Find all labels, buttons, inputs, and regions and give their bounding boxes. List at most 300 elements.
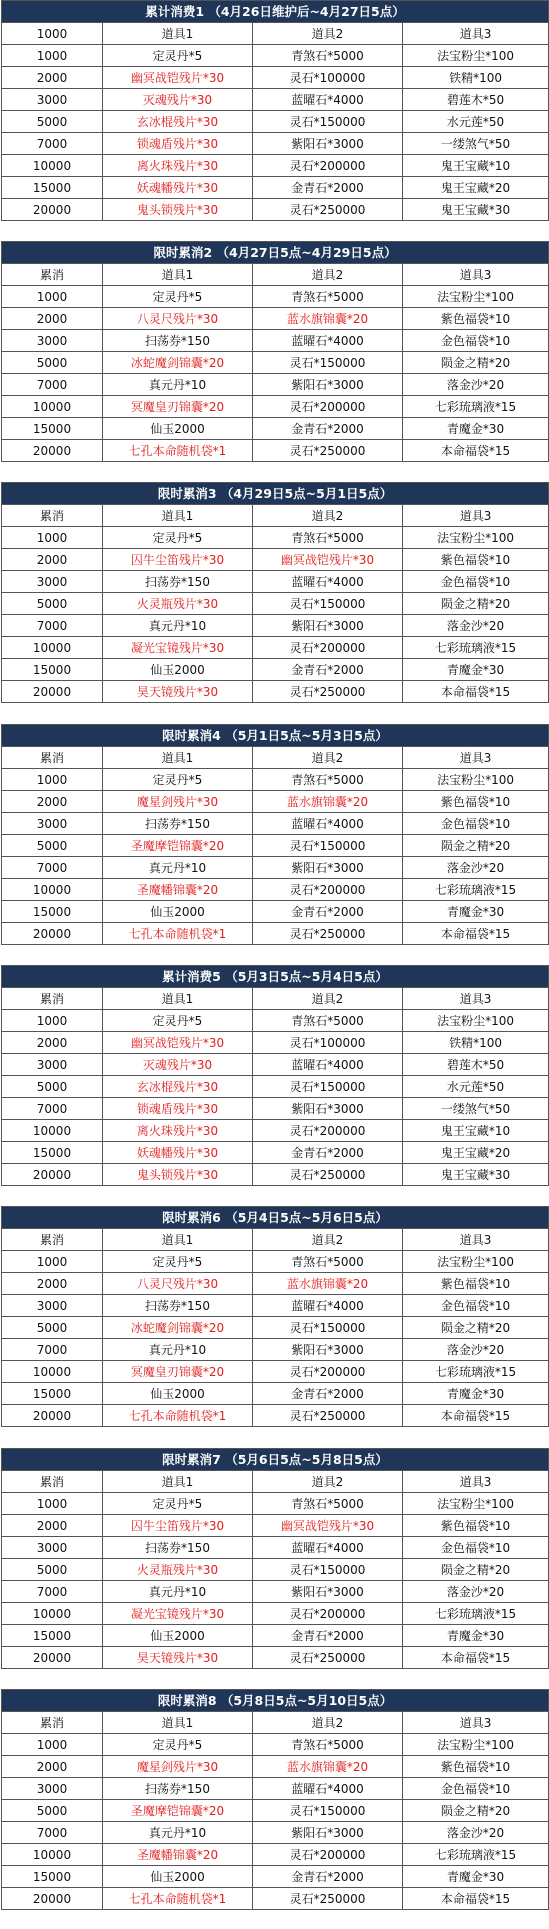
reward-cell: 扫荡券*150	[103, 1537, 253, 1559]
reward-cell: 蓝水旗锦囊*20	[253, 791, 403, 813]
reward-cell: 紫阳石*3000	[253, 1339, 403, 1361]
reward-table	[1, 1689, 549, 1910]
reward-cell: 灵石*200000	[253, 1844, 403, 1866]
reward-cell: 灵石*150000	[253, 835, 403, 857]
reward-cell: 陨金之精*20	[403, 1317, 549, 1339]
reward-cell: 灵石*150000	[253, 111, 403, 133]
column-header: 道具2	[253, 1229, 403, 1251]
threshold-cell: 3000	[2, 1295, 103, 1317]
reward-table	[1, 1448, 549, 1669]
reward-cell: 蓝水旗锦囊*20	[253, 1273, 403, 1295]
reward-cell: 真元丹*10	[103, 1822, 253, 1844]
table-row	[2, 177, 549, 199]
threshold-cell: 5000	[2, 1559, 103, 1581]
table-row	[2, 1273, 549, 1295]
table-row	[2, 418, 549, 440]
reward-cell: 灵石*250000	[253, 1647, 403, 1669]
section-title-row	[2, 1449, 549, 1471]
column-header: 道具3	[403, 1229, 549, 1251]
reward-cell: 鬼王宝藏*10	[403, 1120, 549, 1142]
column-header-row	[2, 505, 549, 527]
reward-cell: 青煞石*5000	[253, 1010, 403, 1032]
threshold-cell: 20000	[2, 1164, 103, 1186]
reward-cell: 灵石*200000	[253, 1120, 403, 1142]
threshold-cell: 2000	[2, 791, 103, 813]
reward-cell: 陨金之精*20	[403, 593, 549, 615]
threshold-cell: 5000	[2, 1076, 103, 1098]
section-title-row	[2, 966, 549, 988]
reward-cell: 离火珠残片*30	[103, 1120, 253, 1142]
reward-cell: 灵石*250000	[253, 923, 403, 945]
reward-cell: 幽冥战铠残片*30	[253, 1515, 403, 1537]
reward-cell: 锁魂盾残片*30	[103, 133, 253, 155]
reward-section	[0, 1689, 549, 1929]
reward-cell: 昊天镜残片*30	[103, 1647, 253, 1669]
reward-cell: 水元莲*50	[403, 111, 549, 133]
section-title: 限时累消7 （5月6日5点~5月8日5点）	[2, 1449, 549, 1471]
reward-cell: 定灵丹*5	[103, 527, 253, 549]
threshold-cell: 7000	[2, 1822, 103, 1844]
reward-cell: 冥魔皇刃锦囊*20	[103, 396, 253, 418]
reward-cell: 真元丹*10	[103, 1581, 253, 1603]
table-row	[2, 571, 549, 593]
reward-cell: 金色福袋*10	[403, 1537, 549, 1559]
table-row	[2, 923, 549, 945]
reward-cell: 陨金之精*20	[403, 835, 549, 857]
reward-cell: 仙玉2000	[103, 901, 253, 923]
reward-section	[0, 1206, 549, 1446]
reward-cell: 灵石*150000	[253, 1317, 403, 1339]
reward-section	[0, 1448, 549, 1688]
reward-cell: 七孔本命随机袋*1	[103, 1405, 253, 1427]
table-row	[2, 352, 549, 374]
table-row	[2, 615, 549, 637]
table-row	[2, 769, 549, 791]
reward-cell: 灭魂残片*30	[103, 89, 253, 111]
section-title-row	[2, 1207, 549, 1229]
threshold-cell: 3000	[2, 571, 103, 593]
reward-section	[0, 482, 549, 722]
reward-cell: 灵石*250000	[253, 1888, 403, 1910]
table-row	[2, 67, 549, 89]
reward-cell: 法宝粉尘*100	[403, 769, 549, 791]
table-row	[2, 133, 549, 155]
reward-cell: 落金沙*20	[403, 374, 549, 396]
reward-cell: 定灵丹*5	[103, 1734, 253, 1756]
threshold-cell: 1000	[2, 769, 103, 791]
reward-cell: 定灵丹*5	[103, 769, 253, 791]
reward-cell: 鬼头锁残片*30	[103, 1164, 253, 1186]
column-header: 道具3	[403, 264, 549, 286]
section-title-row	[2, 1, 549, 23]
column-header: 道具3	[403, 505, 549, 527]
reward-cell: 本命福袋*15	[403, 1647, 549, 1669]
reward-cell: 冰蛇魔剑锦囊*20	[103, 1317, 253, 1339]
reward-cell: 妖魂幡残片*30	[103, 177, 253, 199]
column-header: 道具3	[403, 1712, 549, 1734]
reward-cell: 蓝曜石*4000	[253, 1537, 403, 1559]
threshold-cell: 2000	[2, 308, 103, 330]
table-row	[2, 1339, 549, 1361]
threshold-cell: 10000	[2, 879, 103, 901]
reward-cell: 定灵丹*5	[103, 1010, 253, 1032]
reward-cell: 定灵丹*5	[103, 45, 253, 67]
table-row	[2, 1647, 549, 1669]
reward-cell: 本命福袋*15	[403, 1888, 549, 1910]
reward-cell: 冥魔皇刃锦囊*20	[103, 1361, 253, 1383]
reward-cell: 幽冥战铠残片*30	[103, 67, 253, 89]
reward-cell: 七彩琉璃液*15	[403, 1844, 549, 1866]
reward-cell: 灵石*200000	[253, 396, 403, 418]
column-header: 道具1	[103, 505, 253, 527]
reward-cell: 落金沙*20	[403, 857, 549, 879]
reward-cell: 蓝水旗锦囊*20	[253, 1756, 403, 1778]
threshold-cell: 3000	[2, 330, 103, 352]
column-header-row	[2, 23, 549, 45]
threshold-cell: 7000	[2, 615, 103, 637]
reward-cell: 紫色福袋*10	[403, 1273, 549, 1295]
reward-cell: 扫荡券*150	[103, 813, 253, 835]
reward-cell: 灵石*250000	[253, 440, 403, 462]
reward-cell: 真元丹*10	[103, 857, 253, 879]
reward-cell: 囚牛尘笛残片*30	[103, 549, 253, 571]
column-header: 道具1	[103, 1712, 253, 1734]
reward-cell: 七孔本命随机袋*1	[103, 440, 253, 462]
table-row	[2, 374, 549, 396]
table-row	[2, 1076, 549, 1098]
table-row	[2, 396, 549, 418]
column-header: 道具2	[253, 1712, 403, 1734]
reward-cell: 圣魔幡锦囊*20	[103, 879, 253, 901]
table-row	[2, 637, 549, 659]
reward-cell: 落金沙*20	[403, 615, 549, 637]
column-header: 道具1	[103, 264, 253, 286]
table-row	[2, 1054, 549, 1076]
reward-cell: 八灵尺残片*30	[103, 1273, 253, 1295]
section-title-row	[2, 1690, 549, 1712]
reward-cell: 扫荡券*150	[103, 1778, 253, 1800]
table-row	[2, 549, 549, 571]
reward-cell: 灵石*150000	[253, 1559, 403, 1581]
reward-table	[1, 965, 549, 1186]
table-row	[2, 835, 549, 857]
reward-cell: 灵石*100000	[253, 1032, 403, 1054]
reward-cell: 鬼头锁残片*30	[103, 199, 253, 221]
reward-cell: 紫色福袋*10	[403, 1756, 549, 1778]
column-header: 道具2	[253, 23, 403, 45]
section-title-row	[2, 483, 549, 505]
reward-cell: 定灵丹*5	[103, 1493, 253, 1515]
reward-cell: 金青石*2000	[253, 1142, 403, 1164]
column-header: 道具1	[103, 1229, 253, 1251]
column-header-row	[2, 747, 549, 769]
table-row	[2, 1164, 549, 1186]
table-row	[2, 199, 549, 221]
reward-cell: 紫色福袋*10	[403, 1515, 549, 1537]
reward-cell: 青魔金*30	[403, 1625, 549, 1647]
threshold-cell: 1000	[2, 527, 103, 549]
threshold-cell: 15000	[2, 1625, 103, 1647]
reward-cell: 法宝粉尘*100	[403, 1493, 549, 1515]
reward-cell: 圣魔摩铠锦囊*20	[103, 1800, 253, 1822]
column-header: 道具2	[253, 988, 403, 1010]
reward-cell: 紫阳石*3000	[253, 374, 403, 396]
table-row	[2, 1295, 549, 1317]
threshold-cell: 7000	[2, 1581, 103, 1603]
reward-cell: 仙玉2000	[103, 1383, 253, 1405]
reward-cell: 灵石*250000	[253, 199, 403, 221]
reward-cell: 七彩琉璃液*15	[403, 637, 549, 659]
reward-cell: 青魔金*30	[403, 1383, 549, 1405]
reward-cell: 蓝水旗锦囊*20	[253, 308, 403, 330]
reward-cell: 青煞石*5000	[253, 286, 403, 308]
table-row	[2, 155, 549, 177]
reward-cell: 鬼王宝藏*30	[403, 199, 549, 221]
threshold-cell: 15000	[2, 659, 103, 681]
threshold-cell: 20000	[2, 199, 103, 221]
reward-cell: 仙玉2000	[103, 659, 253, 681]
reward-cell: 灵石*250000	[253, 1164, 403, 1186]
threshold-cell: 1000	[2, 1493, 103, 1515]
table-row	[2, 813, 549, 835]
reward-cell: 火灵瓶残片*30	[103, 1559, 253, 1581]
reward-cell: 青魔金*30	[403, 1866, 549, 1888]
table-row	[2, 857, 549, 879]
column-header: 累消	[2, 1712, 103, 1734]
reward-cell: 金色福袋*10	[403, 1778, 549, 1800]
reward-cell: 扫荡券*150	[103, 1295, 253, 1317]
column-header: 道具2	[253, 747, 403, 769]
reward-cell: 蓝曜石*4000	[253, 571, 403, 593]
reward-cell: 离火珠残片*30	[103, 155, 253, 177]
reward-cell: 凝光宝镜残片*30	[103, 637, 253, 659]
reward-cell: 落金沙*20	[403, 1581, 549, 1603]
table-row	[2, 1800, 549, 1822]
column-header-row	[2, 1471, 549, 1493]
threshold-cell: 2000	[2, 1515, 103, 1537]
table-row	[2, 1778, 549, 1800]
column-header: 道具2	[253, 505, 403, 527]
reward-cell: 蓝曜石*4000	[253, 813, 403, 835]
column-header: 道具2	[253, 264, 403, 286]
reward-cell: 紫色福袋*10	[403, 308, 549, 330]
reward-cell: 灵石*250000	[253, 681, 403, 703]
column-header: 1000	[2, 23, 103, 45]
threshold-cell: 5000	[2, 111, 103, 133]
reward-cell: 落金沙*20	[403, 1822, 549, 1844]
reward-cell: 真元丹*10	[103, 1339, 253, 1361]
table-row	[2, 1625, 549, 1647]
reward-cell: 碧莲木*50	[403, 1054, 549, 1076]
table-row	[2, 330, 549, 352]
threshold-cell: 20000	[2, 1888, 103, 1910]
threshold-cell: 10000	[2, 637, 103, 659]
reward-cell: 本命福袋*15	[403, 440, 549, 462]
column-header-row	[2, 1712, 549, 1734]
reward-cell: 法宝粉尘*100	[403, 1734, 549, 1756]
reward-cell: 水元莲*50	[403, 1076, 549, 1098]
table-row	[2, 1120, 549, 1142]
reward-cell: 金青石*2000	[253, 901, 403, 923]
reward-cell: 金青石*2000	[253, 1866, 403, 1888]
reward-cell: 定灵丹*5	[103, 1251, 253, 1273]
table-row	[2, 1559, 549, 1581]
threshold-cell: 15000	[2, 1383, 103, 1405]
table-row	[2, 1734, 549, 1756]
reward-cell: 玄冰棍残片*30	[103, 111, 253, 133]
reward-cell: 灵石*150000	[253, 1800, 403, 1822]
reward-cell: 真元丹*10	[103, 374, 253, 396]
reward-cell: 金色福袋*10	[403, 571, 549, 593]
table-row	[2, 1032, 549, 1054]
threshold-cell: 1000	[2, 286, 103, 308]
threshold-cell: 5000	[2, 835, 103, 857]
threshold-cell: 10000	[2, 1844, 103, 1866]
reward-cell: 金色福袋*10	[403, 330, 549, 352]
reward-cell: 定灵丹*5	[103, 286, 253, 308]
reward-cell: 灵石*200000	[253, 637, 403, 659]
reward-cell: 鬼王宝藏*20	[403, 1142, 549, 1164]
table-row	[2, 659, 549, 681]
threshold-cell: 7000	[2, 374, 103, 396]
reward-table	[1, 724, 549, 945]
reward-cell: 青煞石*5000	[253, 1734, 403, 1756]
threshold-cell: 10000	[2, 1361, 103, 1383]
reward-cell: 妖魂幡残片*30	[103, 1142, 253, 1164]
threshold-cell: 10000	[2, 1120, 103, 1142]
column-header-row	[2, 988, 549, 1010]
reward-cell: 金色福袋*10	[403, 813, 549, 835]
reward-cell: 金青石*2000	[253, 1625, 403, 1647]
reward-cell: 蓝曜石*4000	[253, 1778, 403, 1800]
reward-section	[0, 241, 549, 481]
table-row	[2, 1822, 549, 1844]
threshold-cell: 20000	[2, 1405, 103, 1427]
reward-cell: 铁精*100	[403, 67, 549, 89]
table-row	[2, 1537, 549, 1559]
reward-cell: 蓝曜石*4000	[253, 330, 403, 352]
section-title: 限时累消6 （5月4日5点~5月6日5点）	[2, 1207, 549, 1229]
reward-cell: 灵石*200000	[253, 1603, 403, 1625]
reward-cell: 八灵尺残片*30	[103, 308, 253, 330]
reward-cell: 灵石*100000	[253, 67, 403, 89]
reward-cell: 青煞石*5000	[253, 527, 403, 549]
reward-cell: 金青石*2000	[253, 418, 403, 440]
reward-cell: 紫阳石*3000	[253, 133, 403, 155]
column-header-row	[2, 264, 549, 286]
reward-cell: 灵石*250000	[253, 1405, 403, 1427]
threshold-cell: 10000	[2, 396, 103, 418]
reward-cell: 陨金之精*20	[403, 1559, 549, 1581]
reward-cell: 幽冥战铠残片*30	[253, 549, 403, 571]
threshold-cell: 1000	[2, 45, 103, 67]
column-header: 累消	[2, 505, 103, 527]
reward-table	[1, 1206, 549, 1427]
reward-cell: 紫阳石*3000	[253, 1581, 403, 1603]
reward-cell: 铁精*100	[403, 1032, 549, 1054]
threshold-cell: 7000	[2, 133, 103, 155]
reward-cell: 金色福袋*10	[403, 1295, 549, 1317]
threshold-cell: 20000	[2, 1647, 103, 1669]
reward-cell: 青魔金*30	[403, 659, 549, 681]
table-row	[2, 1142, 549, 1164]
reward-cell: 陨金之精*20	[403, 1800, 549, 1822]
reward-cell: 玄冰棍残片*30	[103, 1076, 253, 1098]
column-header: 道具3	[403, 23, 549, 45]
reward-cell: 灵石*150000	[253, 593, 403, 615]
table-row	[2, 879, 549, 901]
section-title: 累计消费1 （4月26日维护后~4月27日5点）	[2, 1, 549, 23]
reward-cell: 一缕煞气*50	[403, 1098, 549, 1120]
reward-cell: 圣魔摩铠锦囊*20	[103, 835, 253, 857]
reward-cell: 七孔本命随机袋*1	[103, 923, 253, 945]
column-header: 道具2	[253, 1471, 403, 1493]
column-header: 累消	[2, 264, 103, 286]
reward-cell: 紫阳石*3000	[253, 615, 403, 637]
reward-table	[1, 241, 549, 462]
section-title: 限时累消8 （5月8日5点~5月10日5点）	[2, 1690, 549, 1712]
table-row	[2, 681, 549, 703]
threshold-cell: 10000	[2, 155, 103, 177]
column-header: 累消	[2, 988, 103, 1010]
column-header: 道具1	[103, 988, 253, 1010]
threshold-cell: 2000	[2, 1756, 103, 1778]
reward-cell: 幽冥战铠残片*30	[103, 1032, 253, 1054]
section-title: 限时累消3 （4月29日5点~5月1日5点）	[2, 483, 549, 505]
reward-cell: 灵石*200000	[253, 155, 403, 177]
reward-cell: 锁魂盾残片*30	[103, 1098, 253, 1120]
table-row	[2, 1383, 549, 1405]
section-title: 限时累消2 （4月27日5点~4月29日5点）	[2, 242, 549, 264]
reward-table	[1, 482, 549, 703]
table-row	[2, 1581, 549, 1603]
table-row	[2, 791, 549, 813]
threshold-cell: 7000	[2, 1339, 103, 1361]
reward-cell: 鬼王宝藏*20	[403, 177, 549, 199]
threshold-cell: 7000	[2, 1098, 103, 1120]
reward-cell: 本命福袋*15	[403, 681, 549, 703]
reward-cell: 蓝曜石*4000	[253, 1295, 403, 1317]
reward-cell: 七彩琉璃液*15	[403, 879, 549, 901]
reward-cell: 紫阳石*3000	[253, 1822, 403, 1844]
column-header: 道具3	[403, 1471, 549, 1493]
table-row	[2, 1756, 549, 1778]
reward-cell: 法宝粉尘*100	[403, 1010, 549, 1032]
column-header: 道具1	[103, 747, 253, 769]
reward-cell: 七孔本命随机袋*1	[103, 1888, 253, 1910]
reward-cell: 蓝曜石*4000	[253, 89, 403, 111]
table-row	[2, 1515, 549, 1537]
reward-cell: 紫阳石*3000	[253, 857, 403, 879]
threshold-cell: 20000	[2, 923, 103, 945]
reward-cell: 一缕煞气*50	[403, 133, 549, 155]
table-row	[2, 45, 549, 67]
reward-cell: 火灵瓶残片*30	[103, 593, 253, 615]
table-row	[2, 1405, 549, 1427]
reward-cell: 本命福袋*15	[403, 1405, 549, 1427]
threshold-cell: 15000	[2, 1142, 103, 1164]
reward-cell: 青煞石*5000	[253, 1493, 403, 1515]
reward-cell: 法宝粉尘*100	[403, 45, 549, 67]
reward-cell: 灵石*200000	[253, 1361, 403, 1383]
reward-cell: 灵石*200000	[253, 879, 403, 901]
table-row	[2, 1010, 549, 1032]
threshold-cell: 5000	[2, 593, 103, 615]
threshold-cell: 15000	[2, 418, 103, 440]
reward-cell: 凝光宝镜残片*30	[103, 1603, 253, 1625]
table-row	[2, 1866, 549, 1888]
reward-cell: 魔星剑残片*30	[103, 1756, 253, 1778]
